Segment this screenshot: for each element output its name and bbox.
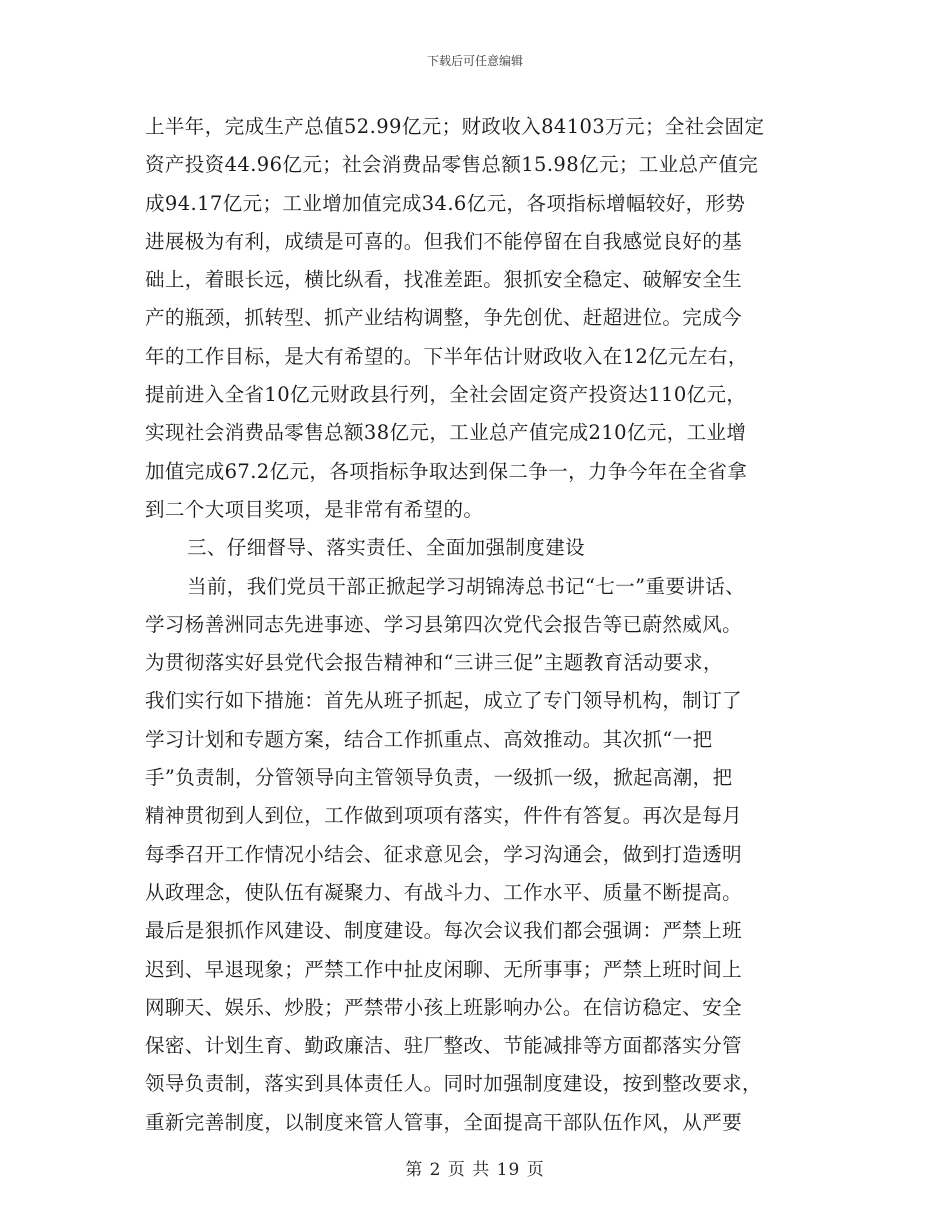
text-line: 每季召开工作情况小结会、征求意见会，学习沟通会，做到打造透明 bbox=[145, 842, 743, 866]
text-line: 实现社会消费品零售总额38亿元，工业总产值完成210亿元，工业增 bbox=[145, 421, 747, 445]
text-line: 为贯彻落实好县党代会报告精神和“三讲三促”主题教育活动要求， bbox=[145, 651, 723, 675]
document-body bbox=[145, 108, 810, 1142]
text-line: 到二个大项目奖项，是非常有希望的。 bbox=[145, 497, 484, 521]
text-line: 领导负责制，落实到具体责任人。同时加强制度建设，按到整改要求， bbox=[145, 1072, 762, 1096]
text-line: 础上，着眼长远，横比纵看，找准差距。狠抓安全稳定、破解安全生 bbox=[145, 268, 743, 292]
text-line: 加值完成67.2亿元，各项指标争取达到保二争一，力争今年在全省拿 bbox=[145, 459, 748, 483]
text-line: 学习杨善洲同志先进事迹、学习县第四次党代会报告等已蔚然威风。 bbox=[145, 612, 743, 636]
text-line: 提前进入全省10亿元财政县行列，全社会固定资产投资达110亿元， bbox=[145, 383, 747, 407]
page-number: 第 2 页 共 19 页 bbox=[405, 1160, 545, 1180]
text-line: 我们实行如下措施：首先从班子抓起，成立了专门领导机构，制订了 bbox=[145, 689, 743, 713]
header-note: 下载后可任意编辑 bbox=[426, 54, 523, 68]
text-line: 最后是狠抓作风建设、制度建设。每次会议我们都会强调：严禁上班 bbox=[145, 919, 743, 943]
text-line: 产的瓶颈，抓转型、抓产业结构调整，争先创优、赶超进位。完成今 bbox=[145, 306, 743, 330]
text-line: 迟到、早退现象；严禁工作中扯皮闲聊、无所事事；严禁上班时间上 bbox=[145, 957, 743, 981]
paragraph-1 bbox=[145, 108, 810, 529]
text-line: 学习计划和专题方案，结合工作抓重点、高效推动。其次抓“一把 bbox=[145, 727, 713, 751]
section-heading: 三、仔细督导、落实责任、全面加强制度建设 bbox=[187, 536, 586, 560]
text-line: 重新完善制度，以制度来管人管事，全面提高干部队伍作风，从严要 bbox=[145, 1110, 743, 1134]
text-line: 年的工作目标，是大有希望的。下半年估计财政收入在12亿元左右， bbox=[145, 344, 748, 368]
text-line: 手”负责制，分管领导向主管领导负责，一级抓一级，掀起高潮，把 bbox=[145, 766, 733, 790]
text-line: 精神贯彻到人到位，工作做到项项有落实，件件有答复。再次是每月 bbox=[145, 804, 743, 828]
text-line: 网聊天、娱乐、炒股；严禁带小孩上班影响办公。在信访稳定、安全 bbox=[145, 995, 743, 1019]
text-line: 当前，我们党员干部正掀起学习胡锦涛总书记“七一”重要讲话、 bbox=[187, 574, 746, 598]
text-line: 成94.17亿元；工业增加值完成34.6亿元，各项指标增幅较好，形势 bbox=[145, 191, 746, 215]
paragraph-2 bbox=[145, 568, 810, 1142]
text-line: 资产投资44.96亿元；社会消费品零售总额15.98亿元；工业总产值完 bbox=[145, 153, 759, 177]
text-line: 上半年，完成生产总值52.99亿元；财政收入84103万元；全社会固定 bbox=[145, 115, 765, 138]
text-line: 从政理念，使队伍有凝聚力、有战斗力、工作水平、质量不断提高。 bbox=[145, 880, 743, 904]
text-line: 进展极为有利，成绩是可喜的。但我们不能停留在自我感觉良好的基 bbox=[145, 229, 743, 253]
text-line: 保密、计划生育、勤政廉洁、驻厂整改、节能减排等方面都落实分管 bbox=[145, 1034, 743, 1058]
